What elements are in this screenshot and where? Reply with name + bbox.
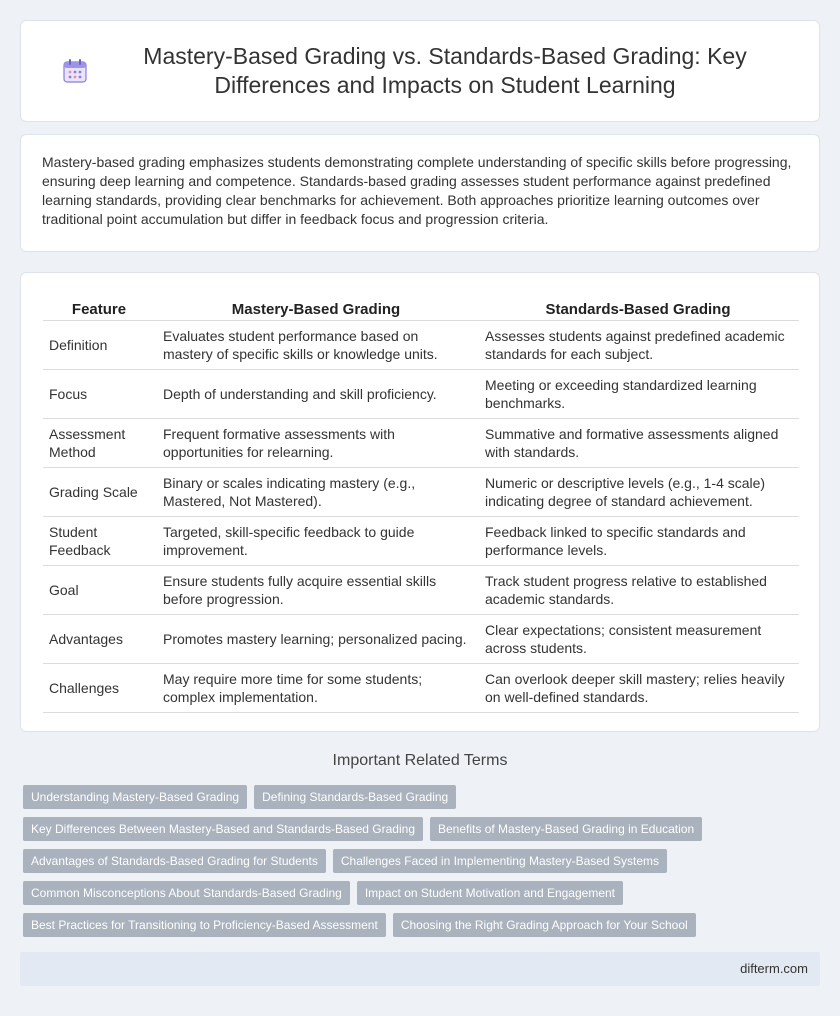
tag-row xyxy=(23,881,823,913)
header-standards: Standards-Based Grading xyxy=(477,295,799,321)
related-term-tag[interactable]: Defining Standards-Based Grading xyxy=(254,785,456,809)
row-standards: Summative and formative assessments aligned with standards. xyxy=(477,419,799,468)
row-standards: Track student progress relative to established academic standards. xyxy=(477,566,799,615)
row-mastery: May require more time for some students; complex implementation. xyxy=(155,664,477,713)
row-feature: Focus xyxy=(43,370,155,419)
row-standards: Assesses students against predefined academic standards for each subject. xyxy=(477,321,799,370)
header-card xyxy=(20,20,820,122)
row-feature: Assessment Method xyxy=(43,419,155,468)
footer-site-link[interactable]: difterm.com xyxy=(740,961,808,976)
related-term-tag[interactable]: Understanding Mastery-Based Grading xyxy=(23,785,247,809)
related-terms-tags xyxy=(23,785,823,945)
row-mastery: Binary or scales indicating mastery (e.g., Mastered, Not Mastered). xyxy=(155,468,477,517)
related-term-tag[interactable]: Benefits of Mastery-Based Grading in Education xyxy=(430,817,702,841)
table-row xyxy=(43,664,799,713)
header-feature: Feature xyxy=(43,295,155,321)
row-mastery: Targeted, skill-specific feedback to guide improvement. xyxy=(155,517,477,566)
row-standards: Numeric or descriptive levels (e.g., 1-4 scale) indicating degree of standard achievement. xyxy=(477,468,799,517)
related-term-tag[interactable]: Challenges Faced in Implementing Mastery-Based Systems xyxy=(333,849,667,873)
related-term-tag[interactable]: Choosing the Right Grading Approach for Your School xyxy=(393,913,696,937)
row-feature: Goal xyxy=(43,566,155,615)
header-mastery: Mastery-Based Grading xyxy=(155,295,477,321)
comparison-table-card xyxy=(20,272,820,732)
table-row xyxy=(43,468,799,517)
table-row xyxy=(43,517,799,566)
comparison-table xyxy=(43,295,799,713)
row-feature: Student Feedback xyxy=(43,517,155,566)
related-term-tag[interactable]: Advantages of Standards-Based Grading for Students xyxy=(23,849,326,873)
row-mastery: Ensure students fully acquire essential skills before progression. xyxy=(155,566,477,615)
table-row xyxy=(43,566,799,615)
row-mastery: Evaluates student performance based on mastery of specific skills or knowledge units. xyxy=(155,321,477,370)
table-row xyxy=(43,419,799,468)
row-mastery: Promotes mastery learning; personalized pacing. xyxy=(155,615,477,664)
tag-row xyxy=(23,849,823,881)
related-term-tag[interactable]: Common Misconceptions About Standards-Based Grading xyxy=(23,881,350,905)
table-row xyxy=(43,615,799,664)
table-row xyxy=(43,370,799,419)
row-standards: Feedback linked to specific standards and performance levels. xyxy=(477,517,799,566)
intro-card xyxy=(20,134,820,252)
footer xyxy=(20,952,820,986)
tag-row xyxy=(23,817,823,849)
intro-text: Mastery-based grading emphasizes students demonstrating complete understanding of specific skills before progressing, ensuring deep learning and competence. Standards-based grading assesses student performance against predefined learning standards, providing clear benchmarks for achievement. Both approaches prioritize learning outcomes over traditional point accumulation but differ in feedback focus and progression criteria. xyxy=(42,154,792,227)
row-feature: Challenges xyxy=(43,664,155,713)
page-title: Mastery-Based Grading vs. Standards-Based Grading: Key Differences and Impacts on Student Learning xyxy=(143,43,747,98)
related-terms-title: Important Related Terms xyxy=(332,752,508,769)
tag-row xyxy=(23,785,823,817)
table-header-row xyxy=(43,295,799,321)
tag-row xyxy=(23,913,823,945)
row-standards: Meeting or exceeding standardized learning benchmarks. xyxy=(477,370,799,419)
calendar-icon xyxy=(61,57,89,85)
related-term-tag[interactable]: Best Practices for Transitioning to Proficiency-Based Assessment xyxy=(23,913,386,937)
row-feature: Grading Scale xyxy=(43,468,155,517)
table-row xyxy=(43,321,799,370)
row-standards: Clear expectations; consistent measurement across students. xyxy=(477,615,799,664)
row-mastery: Depth of understanding and skill proficiency. xyxy=(155,370,477,419)
row-feature: Advantages xyxy=(43,615,155,664)
related-term-tag[interactable]: Key Differences Between Mastery-Based and Standards-Based Grading xyxy=(23,817,423,841)
related-term-tag[interactable]: Impact on Student Motivation and Engagement xyxy=(357,881,623,905)
row-standards: Can overlook deeper skill mastery; relies heavily on well-defined standards. xyxy=(477,664,799,713)
row-mastery: Frequent formative assessments with opportunities for relearning. xyxy=(155,419,477,468)
row-feature: Definition xyxy=(43,321,155,370)
